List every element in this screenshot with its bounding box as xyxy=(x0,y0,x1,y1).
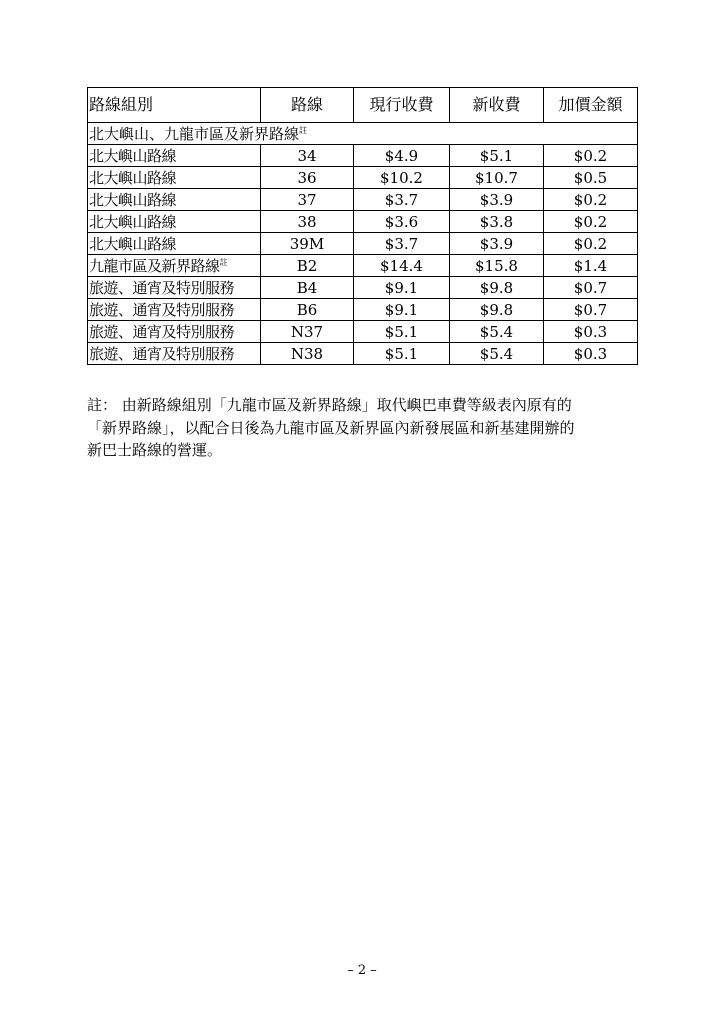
table-row xyxy=(88,321,638,343)
cell-route: 34 xyxy=(261,145,354,167)
cell-new-fare: $3.8 xyxy=(450,211,544,233)
cell-group: 旅遊、通宵及特別服務 xyxy=(88,343,261,365)
cell-increase: $1.4 xyxy=(544,255,638,277)
cell-increase: $0.2 xyxy=(544,145,638,167)
header-increase: 加價金額 xyxy=(544,88,638,123)
cell-increase: $0.5 xyxy=(544,167,638,189)
cell-new-fare: $5.1 xyxy=(450,145,544,167)
table-section-row xyxy=(88,123,638,145)
cell-route: N38 xyxy=(261,343,354,365)
cell-new-fare: $5.4 xyxy=(450,343,544,365)
cell-group: 旅遊、通宵及特別服務 xyxy=(88,321,261,343)
cell-new-fare: $3.9 xyxy=(450,233,544,255)
cell-new-fare: $9.8 xyxy=(450,277,544,299)
table-row xyxy=(88,211,638,233)
cell-increase: $0.3 xyxy=(544,343,638,365)
cell-current-fare: $3.7 xyxy=(354,233,450,255)
cell-current-fare: $4.9 xyxy=(354,145,450,167)
cell-group xyxy=(88,255,261,277)
cell-route: B2 xyxy=(261,255,354,277)
cell-group-note-mark: 註 xyxy=(219,257,228,267)
cell-increase: $0.2 xyxy=(544,233,638,255)
cell-increase: $0.7 xyxy=(544,299,638,321)
cell-current-fare: $9.1 xyxy=(354,299,450,321)
header-new-fare: 新收費 xyxy=(450,88,544,123)
section-note-mark: 註 xyxy=(299,125,308,135)
section-heading xyxy=(88,123,638,145)
fare-table xyxy=(87,87,638,365)
section-label: 北大嶼山、九龍市區及新界路線 xyxy=(89,124,300,143)
footnote-line: 新巴士路線的營運。 xyxy=(87,441,223,459)
cell-current-fare: $5.1 xyxy=(354,321,450,343)
table-row xyxy=(88,189,638,211)
table-header-row xyxy=(88,88,638,123)
table-row xyxy=(88,343,638,365)
footnote-line: 「新界路線」，以配合日後為九龍市區及新界區內新發展區和新基建開辦的 xyxy=(87,418,575,437)
cell-group: 北大嶼山路線 xyxy=(88,189,261,211)
cell-new-fare: $9.8 xyxy=(450,299,544,321)
cell-new-fare: $10.7 xyxy=(450,167,544,189)
header-current-fare: 現行收費 xyxy=(354,88,450,123)
table-row xyxy=(88,167,638,189)
cell-current-fare: $3.7 xyxy=(354,189,450,211)
cell-new-fare: $5.4 xyxy=(450,321,544,343)
footnote xyxy=(87,394,643,462)
cell-current-fare: $3.6 xyxy=(354,211,450,233)
cell-route: 37 xyxy=(261,189,354,211)
cell-group-label: 九龍市區及新界路線 xyxy=(89,256,220,275)
cell-group: 北大嶼山路線 xyxy=(88,233,261,255)
cell-increase: $0.2 xyxy=(544,189,638,211)
cell-group: 北大嶼山路線 xyxy=(88,211,261,233)
table-row xyxy=(88,233,638,255)
cell-new-fare: $3.9 xyxy=(450,189,544,211)
cell-increase: $0.2 xyxy=(544,211,638,233)
cell-current-fare: $9.1 xyxy=(354,277,450,299)
table-row xyxy=(88,145,638,167)
cell-route: B4 xyxy=(261,277,354,299)
cell-group: 旅遊、通宵及特別服務 xyxy=(88,299,261,321)
cell-current-fare: $10.2 xyxy=(354,167,450,189)
header-route-group: 路線組別 xyxy=(88,88,261,123)
page-number: – 2 – xyxy=(347,963,377,978)
cell-group: 北大嶼山路線 xyxy=(88,145,261,167)
table-row xyxy=(88,255,638,277)
table-row xyxy=(88,299,638,321)
cell-increase: $0.3 xyxy=(544,321,638,343)
cell-route: 39M xyxy=(261,233,354,255)
header-route: 路線 xyxy=(261,88,354,123)
cell-new-fare: $15.8 xyxy=(450,255,544,277)
cell-route: 38 xyxy=(261,211,354,233)
footnote-line: 註： 由新路線組別「九龍市區及新界路線」取代嶼巴車費等級表內原有的 xyxy=(87,396,572,414)
cell-current-fare: $14.4 xyxy=(354,255,450,277)
table-row xyxy=(88,277,638,299)
cell-current-fare: $5.1 xyxy=(354,343,450,365)
cell-route: N37 xyxy=(261,321,354,343)
cell-increase: $0.7 xyxy=(544,277,638,299)
cell-route: B6 xyxy=(261,299,354,321)
cell-group: 旅遊、通宵及特別服務 xyxy=(88,277,261,299)
cell-route: 36 xyxy=(261,167,354,189)
cell-group: 北大嶼山路線 xyxy=(88,167,261,189)
